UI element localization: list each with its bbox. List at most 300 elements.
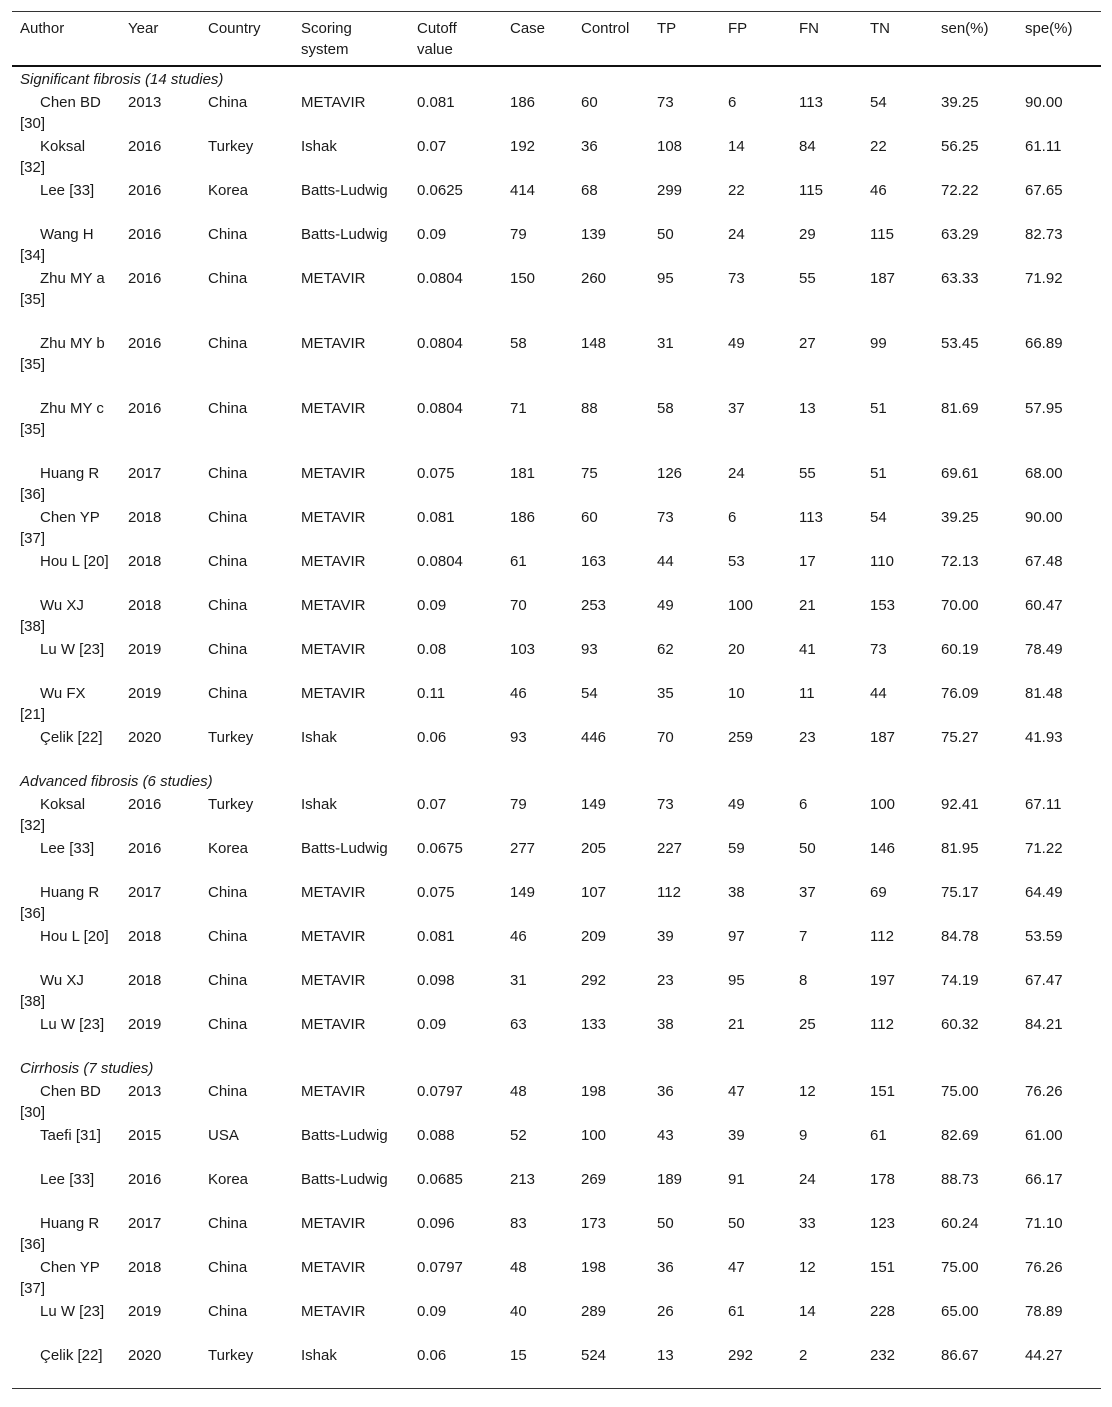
cell-cutoff-value: 0.11 [417,685,446,702]
cell-control: 524 [581,1347,607,1364]
cell-sensitivity: 92.41 [941,796,979,813]
column-header-fp: FP [728,20,748,37]
cell-case: 93 [510,729,527,746]
table-row [12,1300,1101,1344]
cell-tp: 299 [657,182,683,199]
cell-author: Çelik [22] [40,1347,103,1364]
cell-specificity: 66.17 [1025,1171,1063,1188]
cell-specificity: 71.22 [1025,840,1063,857]
cell-author: Hou L [20] [40,553,109,570]
cell-tn: 99 [870,335,887,352]
cell-country: Korea [208,1171,249,1188]
cell-cutoff-value: 0.088 [417,1127,455,1144]
cell-fp: 259 [728,729,754,746]
table-row [12,1124,1101,1168]
cell-year: 2016 [128,400,162,417]
cell-case: 70 [510,597,527,614]
cell-country: China [208,400,248,417]
group-row [12,1057,1101,1080]
cell-control: 139 [581,226,607,243]
cell-fp: 37 [728,400,745,417]
cell-sensitivity: 53.45 [941,335,979,352]
cell-case: 103 [510,641,536,658]
cell-cutoff-value: 0.09 [417,1016,447,1033]
cell-scoring-system: METAVIR [301,1215,366,1232]
cell-sensitivity: 76.09 [941,685,979,702]
cell-control: 173 [581,1215,607,1232]
cell-case: 186 [510,509,536,526]
cell-year: 2013 [128,94,162,111]
cell-cutoff-value: 0.075 [417,884,455,901]
group-title: Advanced fibrosis (6 studies) [20,773,213,790]
cell-sensitivity: 39.25 [941,509,979,526]
cell-fn: 9 [799,1127,808,1144]
cell-case: 150 [510,270,536,287]
cell-cutoff-value: 0.0797 [417,1259,463,1276]
cell-case: 48 [510,1259,527,1276]
cell-country: China [208,972,248,989]
cell-control: 253 [581,597,607,614]
cell-author: Hou L [20] [40,928,109,945]
cell-scoring-system: METAVIR [301,465,366,482]
cell-tp: 13 [657,1347,674,1364]
cell-control: 133 [581,1016,607,1033]
cell-year: 2020 [128,1347,162,1364]
cell-sensitivity: 56.25 [941,138,979,155]
cell-fn: 115 [799,182,823,199]
cell-country: China [208,1016,248,1033]
cell-specificity: 53.59 [1025,928,1063,945]
cell-sensitivity: 75.27 [941,729,979,746]
cell-specificity: 67.11 [1025,796,1062,813]
cell-fn: 13 [799,400,816,417]
cell-scoring-system: METAVIR [301,1303,366,1320]
cell-country: China [208,884,248,901]
cell-author: Chen BD [30] [20,1083,101,1121]
cell-year: 2020 [128,729,162,746]
cell-cutoff-value: 0.0804 [417,553,463,570]
cell-sensitivity: 63.33 [941,270,979,287]
cell-fn: 14 [799,1303,816,1320]
cell-control: 292 [581,972,607,989]
table-row [12,462,1101,506]
cell-fp: 61 [728,1303,745,1320]
cell-sensitivity: 81.95 [941,840,979,857]
cell-specificity: 76.26 [1025,1259,1063,1276]
cell-scoring-system: Batts-Ludwig [301,1171,388,1188]
cell-year: 2019 [128,1016,162,1033]
cell-scoring-system: Batts-Ludwig [301,840,388,857]
cell-year: 2017 [128,1215,162,1232]
column-header-sensitivity: sen(%) [941,20,989,37]
cell-cutoff-value: 0.08 [417,641,447,658]
cell-specificity: 82.73 [1025,226,1063,243]
cell-tp: 44 [657,553,674,570]
cell-tn: 187 [870,270,896,287]
cell-tp: 36 [657,1083,674,1100]
cell-scoring-system: METAVIR [301,335,366,352]
column-header-fn: FN [799,20,819,37]
cell-case: 192 [510,138,536,155]
cell-control: 60 [581,509,598,526]
column-header-specificity: spe(%) [1025,20,1073,37]
table-body [12,66,1101,1388]
cell-year: 2016 [128,226,162,243]
cell-tn: 151 [870,1083,896,1100]
cell-scoring-system: METAVIR [301,509,366,526]
cell-author: Zhu MY a [35] [20,270,105,308]
cell-tp: 43 [657,1127,674,1144]
column-header-scoring-system: Scoring system [301,20,352,58]
cell-fp: 47 [728,1083,745,1100]
cell-scoring-system: Ishak [301,796,337,813]
cell-case: 181 [510,465,536,482]
cell-specificity: 41.93 [1025,729,1063,746]
cell-control: 93 [581,641,598,658]
group-title: Cirrhosis (7 studies) [20,1060,154,1077]
cell-specificity: 81.48 [1025,685,1063,702]
cell-tn: 69 [870,884,887,901]
cell-fn: 55 [799,270,816,287]
cell-tn: 115 [870,226,894,243]
cell-sensitivity: 39.25 [941,94,979,111]
cell-fn: 23 [799,729,816,746]
cell-country: China [208,1083,248,1100]
cell-author: Huang R [36] [20,1215,100,1253]
cell-country: China [208,94,248,111]
cell-cutoff-value: 0.075 [417,465,455,482]
cell-tn: 187 [870,729,896,746]
cell-control: 149 [581,796,607,813]
header-row [12,12,1101,67]
cell-sensitivity: 65.00 [941,1303,979,1320]
cell-year: 2018 [128,509,162,526]
cell-tn: 51 [870,465,887,482]
cell-fn: 21 [799,597,816,614]
cell-cutoff-value: 0.09 [417,597,447,614]
cell-country: China [208,1215,248,1232]
cell-specificity: 90.00 [1025,94,1063,111]
cell-fp: 38 [728,884,745,901]
cell-country: Turkey [208,729,254,746]
column-header-tn: TN [870,20,890,37]
cell-author: Lee [33] [40,1171,95,1188]
cell-scoring-system: Batts-Ludwig [301,226,388,243]
group-row [12,66,1101,91]
cell-scoring-system: METAVIR [301,685,366,702]
cell-country: China [208,685,248,702]
cell-tp: 112 [657,884,681,901]
cell-year: 2017 [128,465,162,482]
cell-control: 107 [581,884,607,901]
cell-specificity: 44.27 [1025,1347,1063,1364]
cell-fn: 24 [799,1171,816,1188]
table-row [12,506,1101,550]
cell-specificity: 78.89 [1025,1303,1063,1320]
cell-fp: 50 [728,1215,745,1232]
cell-fp: 91 [728,1171,745,1188]
cell-tp: 31 [657,335,674,352]
cell-sensitivity: 72.22 [941,182,979,199]
cell-cutoff-value: 0.0804 [417,400,463,417]
cell-tp: 62 [657,641,674,658]
cell-tp: 36 [657,1259,674,1276]
cell-tp: 73 [657,796,674,813]
cell-country: Turkey [208,1347,254,1364]
table-row [12,726,1101,770]
cell-year: 2019 [128,641,162,658]
cell-control: 198 [581,1083,607,1100]
cell-fn: 12 [799,1259,816,1276]
cell-case: 61 [510,553,527,570]
cell-specificity: 76.26 [1025,1083,1063,1100]
cell-tp: 108 [657,138,683,155]
table-row [12,91,1101,135]
table-row [12,1344,1101,1388]
cell-country: China [208,465,248,482]
column-header-year: Year [128,20,159,37]
cell-tp: 23 [657,972,674,989]
cell-cutoff-value: 0.09 [417,226,447,243]
cell-specificity: 61.11 [1025,138,1062,155]
cell-fp: 49 [728,335,745,352]
cell-tp: 39 [657,928,674,945]
cell-tp: 50 [657,226,674,243]
cell-fp: 39 [728,1127,745,1144]
cell-cutoff-value: 0.0804 [417,270,463,287]
cell-cutoff-value: 0.09 [417,1303,447,1320]
cell-tp: 58 [657,400,674,417]
cell-scoring-system: METAVIR [301,884,366,901]
cell-control: 260 [581,270,607,287]
cell-scoring-system: Ishak [301,138,337,155]
cell-author: Lee [33] [40,840,95,857]
cell-specificity: 67.47 [1025,972,1063,989]
cell-tn: 61 [870,1127,887,1144]
cell-fp: 22 [728,182,745,199]
cell-tn: 110 [870,553,894,570]
cell-specificity: 71.92 [1025,270,1063,287]
cell-year: 2013 [128,1083,162,1100]
cell-fp: 97 [728,928,745,945]
cell-cutoff-value: 0.07 [417,796,447,813]
cell-sensitivity: 63.29 [941,226,979,243]
cell-cutoff-value: 0.098 [417,972,455,989]
cell-case: 15 [510,1347,527,1364]
cell-author: Lu W [23] [40,641,105,658]
cell-author: Wu FX [21] [20,685,86,723]
cell-country: China [208,597,248,614]
cell-fn: 84 [799,138,816,155]
cell-year: 2018 [128,597,162,614]
cell-control: 36 [581,138,598,155]
cell-tp: 50 [657,1215,674,1232]
cell-tp: 26 [657,1303,674,1320]
cell-author: Zhu MY c [35] [20,400,104,438]
cell-year: 2016 [128,796,162,813]
cell-specificity: 78.49 [1025,641,1063,658]
cell-tn: 73 [870,641,887,658]
cell-control: 163 [581,553,607,570]
cell-tn: 44 [870,685,887,702]
cell-fn: 8 [799,972,808,989]
cell-sensitivity: 72.13 [941,553,979,570]
table-row [12,1256,1101,1300]
cell-sensitivity: 81.69 [941,400,979,417]
cell-case: 48 [510,1083,527,1100]
cell-year: 2019 [128,1303,162,1320]
cell-tn: 146 [870,840,896,857]
cell-case: 186 [510,94,536,111]
cell-fn: 55 [799,465,816,482]
cell-cutoff-value: 0.0797 [417,1083,463,1100]
cell-sensitivity: 60.19 [941,641,979,658]
cell-sensitivity: 70.00 [941,597,979,614]
cell-tn: 51 [870,400,887,417]
cell-tp: 49 [657,597,674,614]
cell-scoring-system: METAVIR [301,972,366,989]
cell-country: China [208,270,248,287]
cell-fp: 49 [728,796,745,813]
cell-control: 209 [581,928,607,945]
cell-control: 68 [581,182,598,199]
table-row [12,397,1101,462]
cell-specificity: 60.47 [1025,597,1063,614]
cell-fn: 6 [799,796,808,813]
cell-fn: 33 [799,1215,816,1232]
cell-cutoff-value: 0.081 [417,928,455,945]
table-row [12,1013,1101,1057]
cell-year: 2016 [128,335,162,352]
cell-country: China [208,553,248,570]
cell-scoring-system: Batts-Ludwig [301,1127,388,1144]
cell-case: 46 [510,685,527,702]
cell-cutoff-value: 0.0625 [417,182,463,199]
cell-tn: 112 [870,1016,894,1033]
cell-case: 63 [510,1016,527,1033]
cell-control: 100 [581,1127,607,1144]
table-row [12,793,1101,837]
cell-scoring-system: METAVIR [301,1259,366,1276]
cell-specificity: 67.48 [1025,553,1063,570]
cell-tp: 189 [657,1171,683,1188]
cell-country: Turkey [208,138,254,155]
cell-cutoff-value: 0.0675 [417,840,463,857]
cell-fp: 53 [728,553,745,570]
cell-tn: 153 [870,597,896,614]
cell-country: China [208,928,248,945]
cell-case: 277 [510,840,536,857]
cell-year: 2018 [128,1259,162,1276]
cell-tn: 22 [870,138,887,155]
cell-case: 52 [510,1127,527,1144]
cell-author: Taefi [31] [40,1127,101,1144]
cell-tn: 112 [870,928,894,945]
cell-scoring-system: METAVIR [301,1083,366,1100]
cell-author: Huang R [36] [20,465,100,503]
cell-fn: 50 [799,840,816,857]
table-row [12,135,1101,179]
data-table [12,11,1101,1389]
cell-author: Lu W [23] [40,1016,105,1033]
cell-scoring-system: METAVIR [301,928,366,945]
cell-country: Turkey [208,796,254,813]
table-row [12,332,1101,397]
cell-control: 75 [581,465,598,482]
cell-specificity: 90.00 [1025,509,1063,526]
cell-scoring-system: METAVIR [301,270,366,287]
cell-cutoff-value: 0.0685 [417,1171,463,1188]
cell-tp: 73 [657,94,674,111]
cell-tn: 54 [870,94,887,111]
table-row [12,1080,1101,1124]
cell-author: Chen YP [37] [20,1259,100,1297]
cell-sensitivity: 82.69 [941,1127,979,1144]
cell-cutoff-value: 0.081 [417,94,455,111]
cell-specificity: 61.00 [1025,1127,1063,1144]
cell-control: 54 [581,685,598,702]
cell-tn: 123 [870,1215,896,1232]
cell-sensitivity: 75.00 [941,1259,979,1276]
cell-specificity: 66.89 [1025,335,1063,352]
cell-case: 83 [510,1215,527,1232]
cell-author: Zhu MY b [35] [20,335,105,373]
cell-country: China [208,335,248,352]
cell-fp: 100 [728,597,754,614]
cell-scoring-system: Ishak [301,729,337,746]
cell-scoring-system: METAVIR [301,597,366,614]
cell-fp: 6 [728,94,737,111]
cell-specificity: 57.95 [1025,400,1063,417]
cell-tn: 228 [870,1303,896,1320]
cell-fn: 25 [799,1016,816,1033]
table-row [12,267,1101,332]
cell-scoring-system: Batts-Ludwig [301,182,388,199]
cell-case: 414 [510,182,536,199]
cell-tn: 232 [870,1347,896,1364]
table-row [12,1168,1101,1212]
cell-tn: 46 [870,182,887,199]
cell-tp: 70 [657,729,674,746]
cell-case: 71 [510,400,527,417]
cell-fp: 292 [728,1347,754,1364]
cell-fn: 7 [799,928,808,945]
cell-fn: 12 [799,1083,816,1100]
cell-fp: 59 [728,840,745,857]
cell-tn: 54 [870,509,887,526]
cell-tn: 197 [870,972,896,989]
cell-case: 58 [510,335,527,352]
cell-fn: 2 [799,1347,808,1364]
cell-fn: 41 [799,641,816,658]
cell-year: 2016 [128,1171,162,1188]
table-row [12,223,1101,267]
cell-sensitivity: 74.19 [941,972,979,989]
cell-cutoff-value: 0.06 [417,729,447,746]
cell-scoring-system: METAVIR [301,1016,366,1033]
cell-scoring-system: METAVIR [301,400,366,417]
cell-author: Chen BD [30] [20,94,101,132]
cell-author: Wang H [34] [20,226,94,264]
cell-case: 79 [510,226,527,243]
table-row [12,179,1101,223]
cell-country: China [208,1259,248,1276]
cell-sensitivity: 86.67 [941,1347,979,1364]
cell-tp: 95 [657,270,674,287]
cell-tp: 73 [657,509,674,526]
cell-sensitivity: 60.32 [941,1016,979,1033]
cell-tn: 100 [870,796,896,813]
